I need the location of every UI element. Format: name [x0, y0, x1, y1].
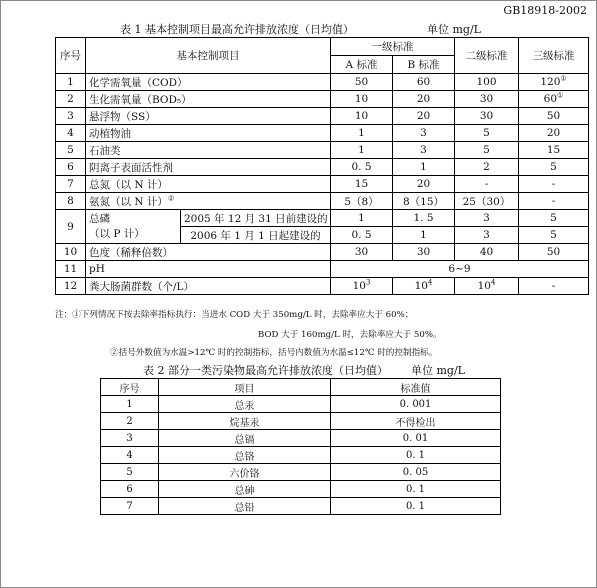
row-limit: 0. 1	[331, 481, 501, 498]
row-item: 总铅	[159, 498, 331, 515]
row-item-text: 阴离子表面活性剂	[89, 161, 173, 174]
table-row	[56, 244, 589, 261]
base: 10	[352, 280, 366, 292]
header-item: 基本控制项目	[86, 38, 331, 74]
cell-a: 10	[331, 108, 393, 125]
table-row	[56, 125, 589, 142]
row-subitem: 2005 年 12 月 31 日前建设的	[181, 210, 331, 227]
table-row	[56, 278, 589, 295]
cell-g3: -	[519, 278, 589, 295]
header-no: 序号	[101, 379, 159, 396]
header-limit: 标准值	[331, 379, 501, 396]
exponent: 4	[427, 278, 433, 287]
table1-unit: 单位 mg/L	[427, 23, 481, 36]
row-limit: 0. 001	[331, 396, 501, 413]
cell-b: 20	[393, 91, 455, 108]
cell-g3-value: 120	[540, 76, 561, 88]
row-no: 3	[101, 430, 159, 447]
cell-a: 1	[331, 125, 393, 142]
row-no: 7	[101, 498, 159, 515]
row-item	[86, 176, 331, 193]
table-row	[56, 261, 589, 278]
row-no: 6	[56, 159, 86, 176]
cell-g2: 30	[455, 91, 519, 108]
row-no: 8	[56, 193, 86, 210]
cell-g3-value: -	[551, 178, 556, 190]
row-item-text: 化学需氧量（COD）	[89, 76, 188, 89]
cell-g3-value: 50	[546, 110, 561, 122]
cell-g2: 100	[455, 74, 519, 91]
cell-g2: 3	[455, 210, 519, 227]
header-no: 序号	[56, 38, 86, 74]
row-item	[86, 142, 331, 159]
cell-g3	[519, 159, 589, 176]
cell-g2: 5	[455, 142, 519, 159]
header-grade1: 一级标准	[331, 38, 455, 56]
cell-a: 0. 5	[331, 227, 393, 244]
row-no: 11	[56, 261, 86, 278]
cell-g3-value: 20	[546, 127, 561, 139]
cell-g3-value: 60	[543, 93, 558, 105]
row-item	[86, 193, 331, 210]
cell-a: 30	[331, 244, 393, 261]
cell-a: 15	[331, 176, 393, 193]
row-limit: 0. 05	[331, 464, 501, 481]
cell-b: 8（15）	[393, 193, 455, 210]
table-row	[56, 108, 589, 125]
cell-g3	[519, 176, 589, 193]
standard-number: GB18918-2002	[503, 4, 587, 17]
row-item-text: 生化需氧量（BOD₅）	[89, 93, 192, 106]
cell-a: 10	[331, 91, 393, 108]
note-1-cont: BOD 大于 160mg/L 时，去除率应大于 50%。	[258, 330, 442, 340]
row-item-text: 总氮（以 N 计）	[89, 178, 168, 191]
cell-b: 60	[393, 74, 455, 91]
table2-body	[101, 396, 501, 515]
cell-a: 5（8）	[331, 193, 393, 210]
table2-caption: 表 2 部分一类污染物最高允许排放浓度（日均值）	[143, 364, 388, 377]
header-grade1b: B 标准	[393, 56, 455, 74]
cell-g3	[519, 125, 589, 142]
row-item: 粪大肠菌群数（个/L）	[86, 278, 331, 295]
row-item	[86, 210, 181, 244]
table-row	[101, 447, 501, 464]
row-item: 总镉	[159, 430, 331, 447]
cell-a: 0. 5	[331, 159, 393, 176]
row-no: 5	[56, 142, 86, 159]
base: 10	[414, 280, 428, 292]
header-grade3: 三级标准	[519, 38, 589, 74]
row-item: 总铬	[159, 447, 331, 464]
table-row	[101, 498, 501, 515]
table1	[55, 37, 589, 295]
row-item	[86, 108, 331, 125]
cell-a	[331, 278, 393, 295]
exponent: 4	[490, 278, 496, 287]
footnote-marker: ②	[167, 194, 175, 202]
row-no: 7	[56, 176, 86, 193]
cell-b: 20	[393, 108, 455, 125]
table2-header-row	[101, 379, 501, 396]
cell-b	[393, 278, 455, 295]
cell-b: 20	[393, 176, 455, 193]
table-row	[101, 430, 501, 447]
table2-unit: 单位 mg/L	[411, 364, 465, 377]
cell-g2: 3	[455, 227, 519, 244]
row-item: 六价铬	[159, 464, 331, 481]
table1-body	[56, 74, 589, 210]
row-item	[86, 159, 331, 176]
cell-b: 3	[393, 125, 455, 142]
cell-g2: -	[455, 176, 519, 193]
cell-g3: 50	[519, 244, 589, 261]
table-row	[101, 396, 501, 413]
table-row	[56, 159, 589, 176]
cell-g2	[455, 278, 519, 295]
row-no: 4	[101, 447, 159, 464]
table-row	[101, 481, 501, 498]
table1-caption: 表 1 基本控制项目最高允许排放浓度（日均值）	[120, 23, 354, 36]
cell-b: 1	[393, 159, 455, 176]
row-item-text: 动植物油	[89, 127, 131, 140]
cell-g2: 30	[455, 108, 519, 125]
exponent: 3	[365, 278, 371, 287]
cell-g2: 5	[455, 125, 519, 142]
row-no: 1	[101, 396, 159, 413]
table-row	[101, 464, 501, 481]
note-2: ②括号外数值为水温>12℃ 时的控制指标，括号内数值为水温≤12℃ 时的控制指标。	[110, 348, 438, 358]
row-no: 10	[56, 244, 86, 261]
cell-g3	[519, 193, 589, 210]
cell-b: 3	[393, 142, 455, 159]
row-no: 5	[101, 464, 159, 481]
row-no: 1	[56, 74, 86, 91]
row-item: pH	[86, 261, 331, 278]
row-item-text: 石油类	[89, 144, 121, 157]
row-no: 4	[56, 125, 86, 142]
row-item: 色度（稀释倍数）	[86, 244, 331, 261]
cell-g3: 5	[519, 227, 589, 244]
header-item: 项目	[159, 379, 331, 396]
note-1: 注：①下列情况下按去除率指标执行：当进水 COD 大于 350mg/L 时，去除率应大于 60%；	[55, 310, 414, 320]
row-no: 3	[56, 108, 86, 125]
cell-g3	[519, 91, 589, 108]
row-item	[86, 125, 331, 142]
row-subitem: 2006 年 1 月 1 日起建设的	[181, 227, 331, 244]
row-item	[86, 91, 331, 108]
cell-a: 1	[331, 142, 393, 159]
table-row	[56, 193, 589, 210]
cell-g3-value: 15	[546, 144, 561, 156]
footnote-marker: ①	[560, 74, 567, 83]
table-row	[56, 210, 589, 227]
row-no: 6	[101, 481, 159, 498]
row-limit: 0. 1	[331, 498, 501, 515]
table-row	[56, 91, 589, 108]
row-item-line2: （以 P 计）	[89, 227, 145, 240]
row-limit: 不得检出	[331, 413, 501, 430]
cell-g2: 25（30）	[455, 193, 519, 210]
row-limit: 0. 01	[331, 430, 501, 447]
table-row	[101, 413, 501, 430]
table-row	[56, 176, 589, 193]
row-no: 9	[56, 210, 86, 244]
row-item-line1: 总磷	[89, 212, 110, 225]
cell-a: 1	[331, 210, 393, 227]
cell-b: 1. 5	[393, 210, 455, 227]
cell-g3	[519, 108, 589, 125]
cell-g3	[519, 74, 589, 91]
row-item-text: 悬浮物（SS）	[89, 110, 156, 123]
cell-g3-value: 5	[550, 161, 557, 173]
cell-b: 30	[393, 244, 455, 261]
cell-g3-value: -	[551, 195, 556, 207]
cell-ph-range: 6~9	[331, 261, 589, 278]
row-no: 2	[56, 91, 86, 108]
row-item-text: 氨氮（以 N 计）	[89, 195, 168, 208]
row-item: 烷基汞	[159, 413, 331, 430]
cell-g2: 2	[455, 159, 519, 176]
row-no: 2	[101, 413, 159, 430]
header-grade2: 二级标准	[455, 38, 519, 74]
row-item: 总砷	[159, 481, 331, 498]
row-item	[86, 74, 331, 91]
table-row	[56, 74, 589, 91]
table2	[100, 378, 501, 515]
row-limit: 0. 1	[331, 447, 501, 464]
cell-g2: 40	[455, 244, 519, 261]
cell-g3	[519, 142, 589, 159]
table-row	[56, 142, 589, 159]
header-grade1a: A 标准	[331, 56, 393, 74]
cell-b: 1	[393, 227, 455, 244]
base: 10	[477, 280, 491, 292]
footnote-marker: ①	[557, 91, 564, 100]
row-item: 总汞	[159, 396, 331, 413]
row-no: 12	[56, 278, 86, 295]
cell-g3: 5	[519, 210, 589, 227]
table1-header-row	[56, 38, 589, 56]
cell-a: 50	[331, 74, 393, 91]
